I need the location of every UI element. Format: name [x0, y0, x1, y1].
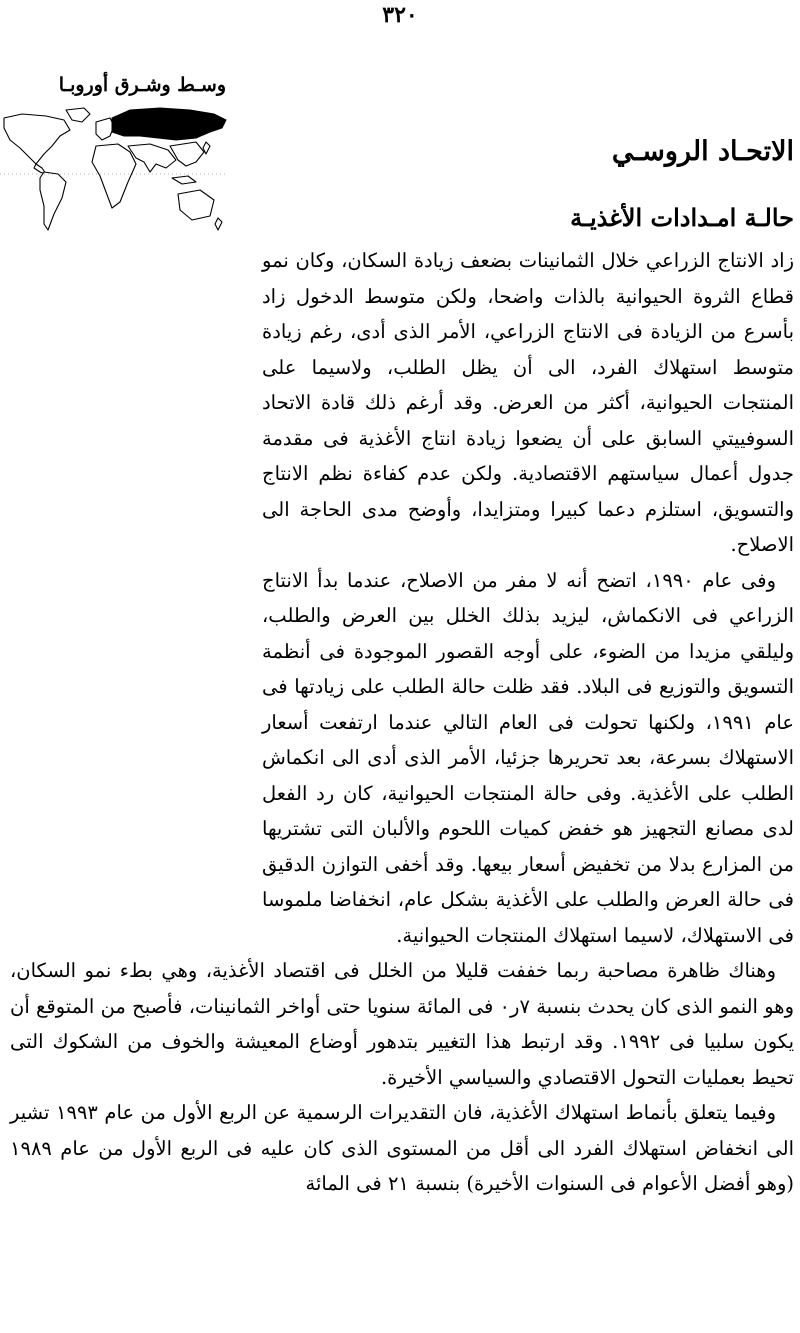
paragraph-4: وفيما يتعلق بأنماط استهلاك الأغذية، فان التقديرات الرسمية عن الربع الأول من عام ١٩٩٣ تشير الى انخفاض استهلاك الفرد الى أقل من المستوى الذى كان عليه فى الربع الأول من عام ١٩٨٩ (وهو أفضل الأعوام فى السنوات الأخيرة) بنسبة ٢١ فى المائة	[10, 1101, 794, 1195]
section-title: الاتحـاد الروسـي	[611, 136, 794, 167]
region-label: وسـط وشـرق أوروبـا	[58, 74, 226, 96]
western-europe-shape	[96, 118, 114, 140]
north-america-shape	[4, 114, 70, 164]
east-asia-shape	[170, 142, 204, 166]
africa-shape	[92, 144, 136, 208]
indonesia-shape	[172, 176, 196, 184]
australia-shape	[178, 190, 214, 220]
paragraph-3: وهناك ظاهرة مصاحبة ربما خففت قليلا من الخلل فى اقتصاد الأغذية، وهي بطء نمو السكان، وهو النمو الذى كان يحدث بنسبة ٧ر٠ فى المائة سنويا حتى أواخر الثمانينات، فأصبح من المتوقع أن يكون سلبيا فى ١٩٩٢. وقد ارتبط هذا التغيير بتدهور أوضاع المعيشة والخوف من الشكوك التى تحيط بعمليات التحول الاقتصادي والسياسي الأخيرة.	[10, 959, 794, 1089]
page-number: ٣٢٠	[382, 2, 418, 28]
paragraph-2: وفى عام ١٩٩٠، اتضح أنه لا مفر من الاصلاح، عندما بدأ الانتاج الزراعي فى الانكماش، ليزيد بذلك الخلل بين العرض والطلب، وليلقي مزيدا من الضوء، على أوجه القصور الموجودة فى أنظمة التسويق والتوزيع فى البلاد. فقد ظلت حالة الطلب على زيادتها فى عام ١٩٩١، ولكنها تحولت فى العام التالي عندما ارتفعت أسعار الاستهلاك بسرعة، بعد تحريرها جزئيا، الأمر الذى أدى الى انكماش الطلب على الأغذية. وفى حالة المنتجات الحيوانية، كان رد الفعل لدى مصانع التجهيز هو خفض كميات اللحوم والألبان التى تشتريها من المزارع بدلا من تخفيض أسعار بيعها. وقد أخفى التوازن الدقيق فى حالة العرض والطلب على الأغذية بشكل عام، انخفاضا ملموسا فى الاستهلاك، لاسيما استهلاك المنتجات الحيوانية.	[262, 568, 794, 947]
new-zealand-shape	[215, 218, 222, 230]
south-asia-shape	[128, 144, 176, 172]
body-text-wide	[10, 953, 794, 1202]
body-text-narrow	[262, 243, 794, 953]
world-map-locator	[0, 106, 228, 242]
greenland-shape	[66, 108, 90, 122]
subsection-title: حالـة امـدادات الأغذيـة	[570, 203, 794, 232]
paragraph-1: زاد الانتاج الزراعي خلال الثمانينات بضعف زيادة السكان، وكان نمو قطاع الثروة الحيوانية بالذات واضحا، ولكن متوسط الدخول زاد بأسرع من الزيادة فى الانتاج الزراعي، الأمر الذى أدى، رغم زيادة متوسط استهلاك الفرد، الى أن يظل الطلب، ولاسيما على المنتجات الحيوانية، أكثر من العرض. وقد أرغم ذلك قادة الاتحاد السوفييتي السابق على أن يضعوا زيادة انتاج الأغذية فى مقدمة جدول أعمال سياستهم الاقتصادية. ولكن عدم كفاءة نظم الانتاج والتسويق، استلزم دعما كبيرا ومتزايدا، وأوضح مدى الحاجة الى الاصلاح.	[262, 249, 794, 556]
south-america-shape	[40, 172, 66, 230]
russia-highlight	[112, 108, 226, 140]
